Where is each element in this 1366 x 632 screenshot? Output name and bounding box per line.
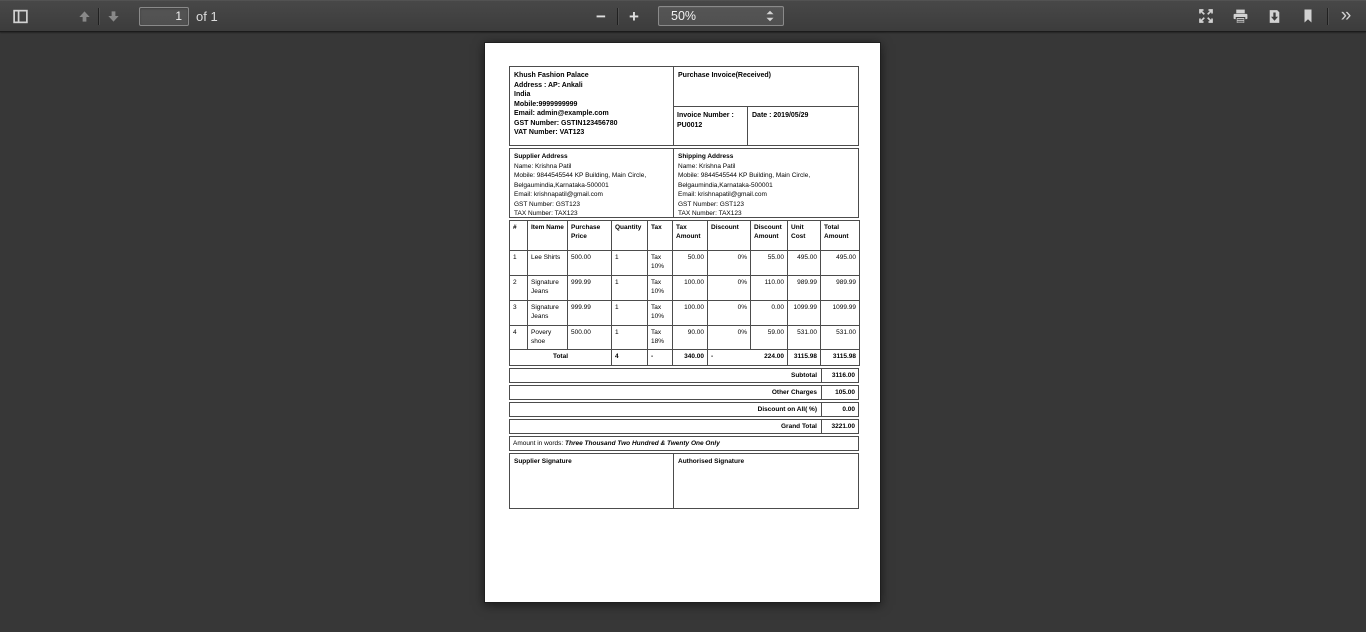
address-section bbox=[509, 148, 859, 218]
company-name: Khush Fashion Palace bbox=[514, 72, 589, 79]
item-row bbox=[510, 251, 860, 276]
cell-discount: 0% bbox=[708, 251, 751, 276]
col-item-name: Item Name bbox=[528, 221, 568, 251]
summary-label: Subtotal bbox=[791, 372, 817, 379]
total-tax-amount: 340.00 bbox=[673, 350, 708, 366]
amount-in-words-value: Three Thousand Two Hundred & Twenty One Only bbox=[565, 440, 720, 447]
invoice-number-value: PU0012 bbox=[677, 121, 703, 129]
supplier-address-heading: Supplier Address bbox=[514, 153, 568, 160]
summary-row-other-charges bbox=[509, 385, 859, 400]
cell-unit-cost: 495.00 bbox=[788, 251, 821, 276]
cell-qty: 1 bbox=[612, 276, 648, 301]
supplier-email: Email: krishnapatil@gmail.com bbox=[514, 191, 603, 198]
cell-tax: Tax 18% bbox=[648, 326, 673, 350]
col-unit-cost: Unit Cost bbox=[788, 221, 821, 251]
cell-discount-amount: 55.00 bbox=[751, 251, 788, 276]
summary-value: 3116.00 bbox=[821, 369, 858, 382]
cell-tax-amount: 50.00 bbox=[673, 251, 708, 276]
summary-value: 105.00 bbox=[821, 386, 858, 399]
cell-unit-cost: 1099.99 bbox=[788, 301, 821, 326]
summary-label: Grand Total bbox=[781, 423, 817, 430]
select-spinner-icon bbox=[764, 8, 776, 24]
cell-discount-amount: 59.00 bbox=[751, 326, 788, 350]
more-tools-button[interactable]: » bbox=[1340, 5, 1352, 26]
shipping-address-heading: Shipping Address bbox=[678, 153, 734, 160]
cell-unit-cost: 531.00 bbox=[788, 326, 821, 350]
summary-row-discount bbox=[509, 402, 859, 417]
cell-price: 500.00 bbox=[568, 251, 612, 276]
col-purchase-price: Purchase Price bbox=[568, 221, 612, 251]
sidebar-toggle-icon bbox=[12, 8, 29, 25]
cell-sno: 4 bbox=[510, 326, 528, 350]
shipping-name: Name: Krishna Patil bbox=[678, 162, 736, 170]
previous-page-button[interactable] bbox=[73, 3, 95, 29]
next-page-button[interactable] bbox=[102, 3, 124, 29]
invoice-header-section bbox=[509, 66, 859, 146]
cell-total: 531.00 bbox=[821, 326, 860, 350]
download-icon bbox=[1266, 8, 1283, 25]
supplier-name: Name: Krishna Patil bbox=[514, 162, 572, 170]
shipping-gst: GST Number: GST123 bbox=[678, 200, 744, 208]
toolbar-right-group bbox=[1193, 0, 1366, 32]
cell-sno: 3 bbox=[510, 301, 528, 326]
cell-name: Povery shoe bbox=[528, 326, 568, 350]
total-amount: 3115.98 bbox=[821, 350, 860, 366]
cell-sno: 1 bbox=[510, 251, 528, 276]
amount-in-words-label: Amount in words: bbox=[513, 440, 564, 447]
summary-row-subtotal bbox=[509, 368, 859, 383]
invoice-document bbox=[509, 66, 859, 509]
cell-qty: 1 bbox=[612, 251, 648, 276]
invoice-number-label: Invoice Number : bbox=[677, 112, 734, 119]
cell-discount: 0% bbox=[708, 276, 751, 301]
cell-tax-amount: 100.00 bbox=[673, 301, 708, 326]
company-email: Email: admin@example.com bbox=[514, 110, 609, 117]
supplier-tax: TAX Number: TAX123 bbox=[514, 210, 578, 217]
total-discount-amount: 224.00 bbox=[764, 353, 784, 360]
viewer-area bbox=[0, 32, 1366, 631]
amount-in-words-row bbox=[509, 436, 859, 451]
total-label: Total bbox=[510, 350, 612, 366]
summary-label: Other Charges bbox=[771, 389, 817, 396]
shipping-mobile: Mobile: 9844545544 KP Building, Main Circle, Belgaumindia,Karnataka-500001 bbox=[678, 172, 811, 189]
download-button[interactable] bbox=[1261, 3, 1287, 29]
total-discount: - bbox=[711, 353, 714, 360]
toolbar-separator bbox=[1327, 8, 1328, 25]
cell-tax: Tax 10% bbox=[648, 251, 673, 276]
company-gst: GST Number: GSTIN123456780 bbox=[514, 119, 618, 127]
col-sno: # bbox=[510, 221, 528, 251]
cell-qty: 1 bbox=[612, 326, 648, 350]
shipping-email: Email: krishnapatil@gmail.com bbox=[678, 191, 767, 198]
item-row bbox=[510, 301, 860, 326]
total-tax: - bbox=[648, 350, 673, 366]
cell-tax-amount: 90.00 bbox=[673, 326, 708, 350]
col-tax-amount: Tax Amount bbox=[673, 221, 708, 251]
col-discount-amount: Discount Amount bbox=[751, 221, 788, 251]
page-number-input[interactable] bbox=[139, 7, 189, 26]
toolbar-separator bbox=[617, 8, 618, 25]
cell-name: Lee Shirts bbox=[528, 251, 568, 276]
col-total-amount: Total Amount bbox=[821, 221, 860, 251]
cell-price: 999.99 bbox=[568, 301, 612, 326]
cell-total: 1099.99 bbox=[821, 301, 860, 326]
shipping-tax: TAX Number: TAX123 bbox=[678, 210, 742, 217]
arrow-down-icon bbox=[106, 9, 121, 24]
cell-total: 989.99 bbox=[821, 276, 860, 301]
fullscreen-icon bbox=[1198, 8, 1214, 24]
arrow-up-icon bbox=[77, 9, 92, 24]
item-row bbox=[510, 326, 860, 350]
toolbar bbox=[0, 0, 1366, 32]
cell-name: Signature Jeans bbox=[528, 276, 568, 301]
cell-sno: 2 bbox=[510, 276, 528, 301]
presentation-mode-button[interactable] bbox=[1193, 3, 1219, 29]
summary-row-grand-total bbox=[509, 419, 859, 434]
shipping-address bbox=[674, 149, 858, 217]
bookmark-icon bbox=[1300, 8, 1316, 24]
cell-discount-amount: 0.00 bbox=[751, 301, 788, 326]
zoom-in-button[interactable]: + bbox=[629, 6, 639, 26]
current-view-button[interactable] bbox=[1295, 3, 1321, 29]
supplier-mobile: Mobile: 9844545544 KP Building, Main Circle, Belgaumindia,Karnataka-500001 bbox=[514, 172, 647, 189]
supplier-signature-label: Supplier Signature bbox=[510, 454, 674, 508]
items-header-row bbox=[510, 221, 860, 251]
summary-value: 0.00 bbox=[821, 403, 858, 416]
zoom-select[interactable] bbox=[658, 6, 784, 26]
zoom-select-value: 50% bbox=[671, 9, 697, 23]
print-button[interactable] bbox=[1227, 3, 1253, 29]
col-quantity: Quantity bbox=[612, 221, 648, 251]
company-vat: VAT Number: VAT123 bbox=[514, 129, 585, 136]
pdf-page bbox=[484, 42, 881, 603]
page-count-label: of 1 bbox=[196, 8, 218, 24]
cell-name: Signature Jeans bbox=[528, 301, 568, 326]
cell-total: 495.00 bbox=[821, 251, 860, 276]
invoice-header-right bbox=[674, 67, 858, 145]
invoice-date: Date : 2019/05/29 bbox=[752, 112, 809, 119]
total-unit-cost: 3115.98 bbox=[788, 350, 821, 366]
zoom-out-button[interactable]: − bbox=[596, 6, 606, 26]
toolbar-separator bbox=[98, 8, 99, 25]
items-total-row bbox=[510, 350, 860, 366]
summary-label: Discount on All( %) bbox=[757, 406, 817, 413]
cell-unit-cost: 989.99 bbox=[788, 276, 821, 301]
cell-price: 500.00 bbox=[568, 326, 612, 350]
toolbar-zoom-group bbox=[588, 0, 784, 32]
item-row bbox=[510, 276, 860, 301]
summary-value: 3221.00 bbox=[821, 420, 858, 433]
cell-tax-amount: 100.00 bbox=[673, 276, 708, 301]
cell-discount: 0% bbox=[708, 326, 751, 350]
signature-section bbox=[509, 453, 859, 509]
company-mobile: Mobile:9999999999 bbox=[514, 100, 578, 108]
cell-qty: 1 bbox=[612, 301, 648, 326]
toggle-sidebar-button[interactable] bbox=[6, 3, 34, 29]
col-discount: Discount bbox=[708, 221, 751, 251]
total-discount-merged bbox=[708, 350, 788, 366]
invoice-title: Purchase Invoice(Received) bbox=[674, 67, 858, 107]
items-table bbox=[509, 220, 860, 366]
invoice-meta-row bbox=[674, 107, 858, 145]
supplier-address bbox=[510, 149, 674, 217]
invoice-number-cell bbox=[674, 107, 748, 145]
company-info bbox=[510, 67, 674, 145]
total-qty: 4 bbox=[612, 350, 648, 366]
authorised-signature-label: Authorised Signature bbox=[678, 458, 745, 465]
cell-discount: 0% bbox=[708, 301, 751, 326]
toolbar-left-group bbox=[0, 0, 218, 32]
cell-price: 999.99 bbox=[568, 276, 612, 301]
cell-discount-amount: 110.00 bbox=[751, 276, 788, 301]
printer-icon bbox=[1232, 8, 1249, 25]
col-tax: Tax bbox=[648, 221, 673, 251]
company-country: India bbox=[514, 91, 531, 98]
company-address: Address : AP: Ankali bbox=[514, 81, 583, 89]
cell-tax: Tax 10% bbox=[648, 301, 673, 326]
supplier-gst: GST Number: GST123 bbox=[514, 200, 580, 208]
cell-tax: Tax 10% bbox=[648, 276, 673, 301]
